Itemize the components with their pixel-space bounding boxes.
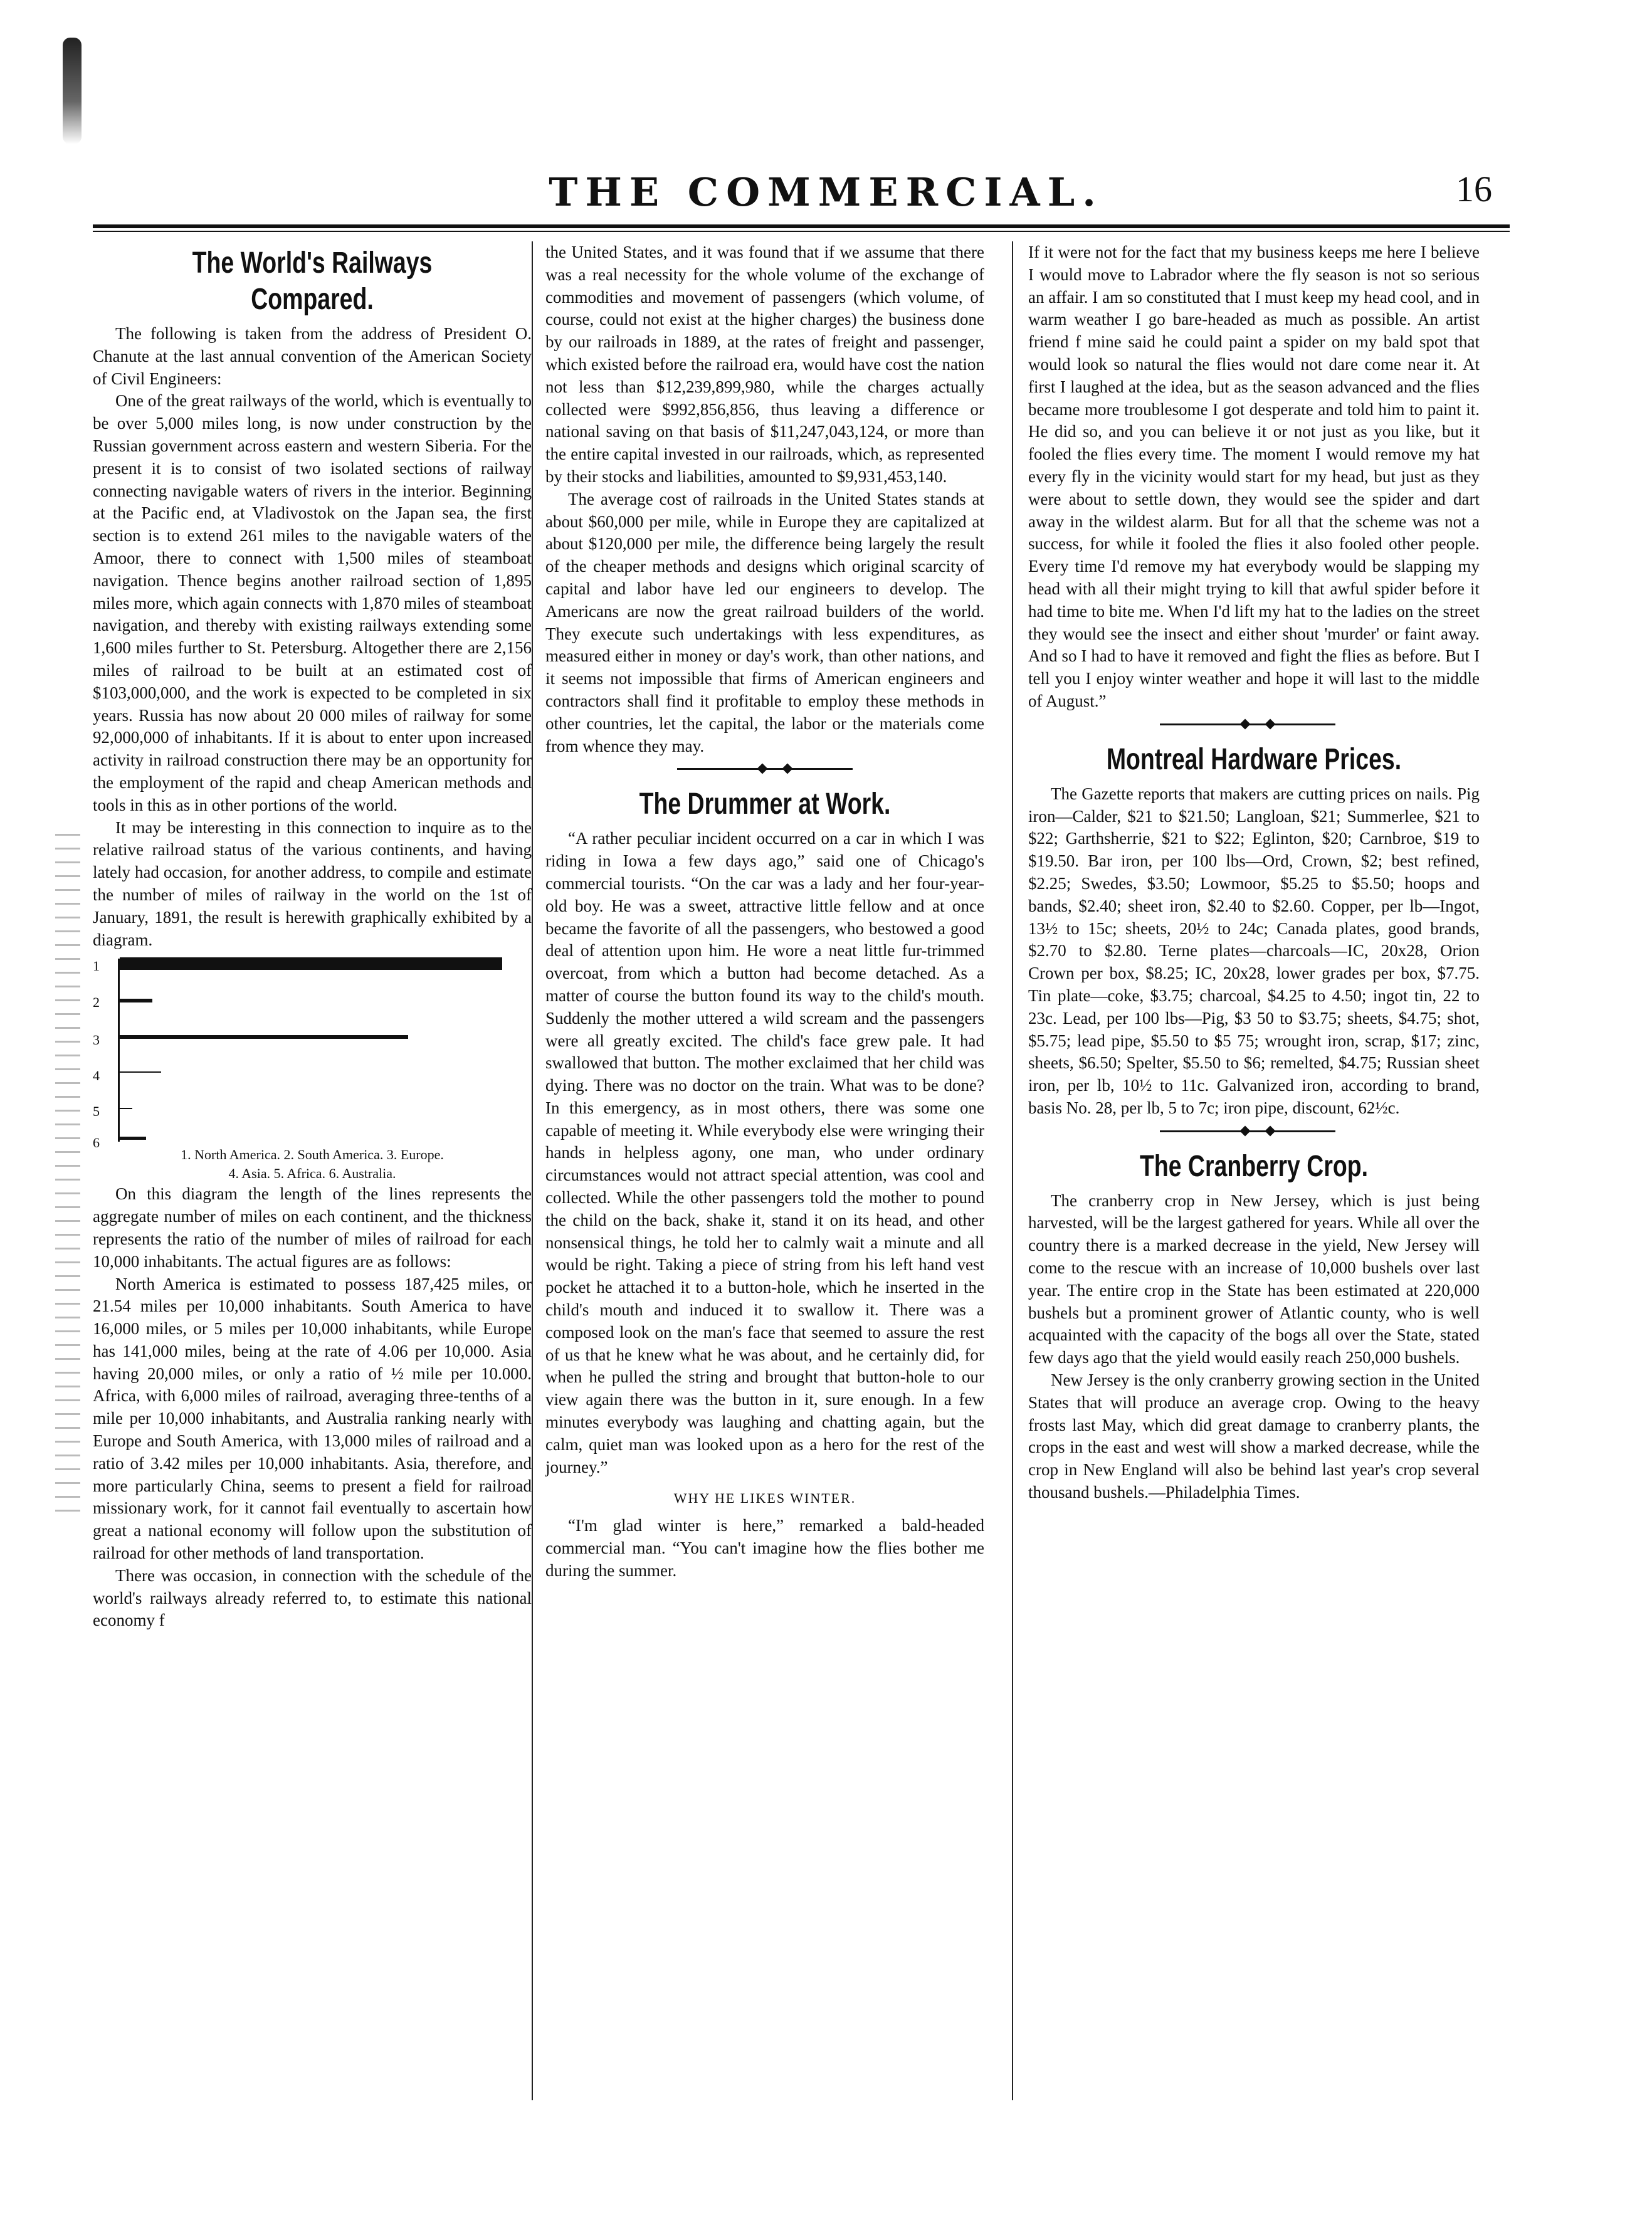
top-rule [93,224,1510,228]
column-1 [93,241,532,1632]
diagram-number: 4 [93,1068,100,1084]
article-heading-cranberry: The Cranberry Crop. [1139,1149,1369,1183]
diagram-legend-line-2: 4. Asia. 5. Africa. 6. Australia. [228,1165,396,1182]
paragraph: It may be interesting in this connection to inquire as to the relative railroad status of the various continents, and having lately had occasion, for another address, to compile and estimate the number of miles of railway in the world on the 1st of January, 1891, the result is herewith graphically exhibited by a diagram. [93,818,532,949]
page-number: 16 [1456,169,1492,209]
column-2 [545,241,984,1582]
paragraph: There was occasion, in connection with the schedule of the world's railways already referred to, to estimate this national economy f [93,1565,532,1630]
masthead: THE COMMERCIAL. [549,169,1103,215]
diagram-number: 6 [93,1135,100,1151]
ink-smudge [63,38,82,144]
diagram-axis [118,959,120,1142]
bar-north-america [120,957,502,970]
bar-europe [120,1035,408,1039]
paragraph: New Jersey is the only cranberry growing section in the United States that will produce an average crop. Owing to the heavy frosts last May, which did great damage to cranberry plants, the crops in the east and west will show a marked decrease, while the crop in New England will also be behind last year's crop several thousand bushels.—Philadelphia Times. [1028,1371,1480,1502]
column-3 [1028,241,1480,1504]
paragraph: “A rather peculiar incident occurred on a car in which I was riding in Iowa a few days ago,” said one of Chicago's commercial tourists. “On the car was a lady and her four-year-old boy. He was a sweet, attractive little fellow and at once became the favorite of all the passengers, who bestowed a good deal of attention upon him. He wore a neat little fur-trimmed overcoat, from which a button had become detached. As a matter of course the button found its way to the child's mouth. Suddenly the mother uttered a wild scream and the passengers were all greatly excited. The child's face grew pale. It had swallowed that button. The mother exclaimed that her child was dying. There was no doctor on the train. What was to be done? In this emergency, as in most others, there was some one capable of meeting it. While everybody else were wringing their hands in helpless agony, one man, who under ordinary circumstances would not attract special attention, was cool and collected. While the other passengers told the mother to pound the child on the back, shake it, stand it on its head, and other nonsensical things, he told her to calmly wait a minute and all would be right. Taking a piece of string from his left hand vest pocket he attached it to a button-hole, which he inserted in the child's mouth and induced it to swallow it. There was a composed look on the man's face that seemed to assure the rest of us that he knew what he was about, and he certainly did, for when he pulled the string and brought that button-hole to our view again there was the button in it, sure enough. In a few minutes everybody was laughing and chatting again, but the calm, quiet man was looked upon as a hero for the rest of the journey.” [545,829,984,1476]
paragraph: One of the great railways of the world, which is eventually to be over 5,000 miles long, is now under construction by the Russian government across eastern and western Siberia. For the present it is to consist of two isolated sections of railway connecting navigable waters of rivers in the interior. Beginning at the Pacific end, at Vladivostok on the Japan sea, the first section is to extend 261 miles to the navigable waters of the Amoor, there to connect with 1,500 miles of steamboat navigation. Thence begins another railroad section of 1,895 miles more, which again connects with 1,870 miles of steamboat navigation, and thereby with existing railways extending some 1,600 miles further to St. Petersburg. Altogether there are 2,156 miles of railroad to be built at an estimated cost of $103,000,000, and the work is expected to be completed in six years. Russia has now about 20 000 miles of railway for some 92,000,000 of inhabitants. If it is about to enter upon increased activity in railroad construction there may be an opportunity for the employment of the rapid and cheap American methods and tools in this as in other portions of the world. [93,391,532,814]
paragraph: The cranberry crop in New Jersey, which is just being harvested, will be the largest gathered for years. While all over the country there is a marked decrease in the yield, New Jersey will come to the rescue with an increase of 10,000 bushels over last year. The entire crop in the State has been estimated at 220,000 bushels but a prominent grower of Atlantic county, who is well acquainted with the capacity of the bogs all over the State, stated few days ago that the yield would easily reach 250,000 bushels. [1028,1191,1480,1367]
diagram-number: 2 [93,994,100,1011]
article-heading-hardware: Montreal Hardware Prices. [1106,742,1402,776]
section-divider [1028,1125,1480,1137]
paragraph-hardware-prices: The Gazette reports that makers are cutting prices on nails. Pig iron—Calder, $21 to $21.50; Langloan, $21; Summerlee, $21 to $22; Garthsherrie, $21 to $22; Eglinton, $20; Carnbroe, $19 to $19.50. Bar iron, per 100 lbs—Ord, Crown, $2; best refined, $2.25; Swedes, $3.50; Lowmoor, $5.25 to $5.50; hoops and bands, $2.40; sheet iron, $2.40 to $2.60. Copper, per lb—Ingot, 13½ to 15c; sheets, 20½ to 24c; Canada plates, good brands, $2.70 to $2.80. Terne plates—charcoals—IC, 20x28, Orion Crown per box, $8.25; IC, 20x28, lower grades per box, $7.75. Tin plate—coke, $3.75; charcoal, $4.25 to 4.50; ingot tin, 22 to 23c. Lead, per 100 lbs—Pig, $3 50 to $3.75; sheets, $4.75; shot, $5.75; lead pipe, $5.50 to $5 75; wrought iron, scrap, $17; zinc, sheets, $6.50; Spelter, $5.50 to $6; remelted, $4.75; Russian sheet iron, per lb, 10½ to 11c. Galvanized iron, according to brand, basis No. 28, per lb, 5 to 7c; iron pipe, discount, 62½c. [1028,784,1480,1117]
paragraph: On this diagram the length of the lines represents the aggregate number of miles on each continent, and the thickness represents the ratio of the number of miles of railroad for each 10,000 inhabitants. The actual figures are as follows: [93,1184,532,1271]
paragraph: North America is estimated to possess 187,425 miles, or 21.54 miles per 10,000 inhabitants. South America to have 16,000 miles, or 5 miles per 10,000 inhabitants, while Europe has 141,000 miles, being at the rate of 4.06 per 10,000. Asia having 20,000 miles, or only a ratio of ½ mile per 10.000. Africa, with 6,000 miles of railroad, averaging three-tenths of a mile per 10,000 inhabitants, and Australia ranking nearly with Europe and South America, with 13,000 miles of railroad and a ratio of 3.42 miles per 10,000 inhabitants. Asia, therefore, and more particularly China, seems to present a field for railroad missionary work, for it cannot fail eventually to ascertain how great a national economy will follow upon the substitution of railroad for other methods of land transportation. [93,1274,532,1563]
paragraph: The following is taken from the address of President O. Chanute at the last annual convention of the American Society of Civil Engineers: [93,324,532,388]
paragraph: the United States, and it was found that if we assume that there was a real necessity for the whole volume of the exchange of commodities and movement of passengers (which volume, of course, could not exist at the higher charges) the business done by our railroads in 1889, at the rates of freight and passenger, which existed before the railroad era, would have cost the nation not less than $12,239,899,980, while the charges actually collected were $992,856,856, thus leaving a difference or national saving on that basis of $11,247,043,124, or more than the entire capital invested in our railroads, which, as represented by their stocks and liabilities, amounted to $9,931,453,140. [545,243,984,486]
paragraph: The average cost of railroads in the United States stands at about $60,000 per mile, while in Europe they are capitalized at about $120,000 per mile, the difference being largely the result of the cheaper methods and designs which original scarcity of capital and labor have led our engineers to develop. The Americans are now the great railroad builders of the world. They execute such undertakings with less expenditures, as measured either in money or day's work, than other nations, and it seems not impossible that firms of American engineers and contractors shall find it profitable to employ these methods in other countries, let the capital, the labor or the materials come from whence they may. [545,489,984,755]
top-rule-thin [93,231,1510,232]
subheading-winter: WHY HE LIKES WINTER. [673,1490,856,1507]
diagram-number: 1 [93,958,100,974]
article-heading-railways: The World's Railways Compared. [192,246,433,316]
margin-marks [55,834,80,1523]
section-divider [545,762,984,775]
column-rule-2 [1012,241,1013,2100]
diagram-number: 3 [93,1032,100,1048]
diagram-number: 5 [93,1103,100,1120]
paragraph: “I'm glad winter is here,” remarked a bald-headed commercial man. “You can't imagine how the flies bother me during the summer. [545,1516,984,1580]
column-rule-1 [532,241,533,2100]
bar-africa [120,1108,132,1109]
bar-asia [120,1071,161,1073]
section-divider [1028,718,1480,730]
railway-diagram [93,955,532,1151]
paragraph: If it were not for the fact that my business keeps me here I believe I would move to Labrador where the fly season is not so serious an affair. I am so constituted that I must keep my head cool, and in warm weather I go bare-headed as much as possible. An artist friend f mine said he could paint a spider on my bald spot that would look so natural the flies would not dare come near it. At first I laughed at the idea, but as the season advanced and the flies became more troublesome I got desperate and told him to paint it. He did so, and you can believe it or not just as you like, but it fooled the flies every time. The moment I would remove my hat every fly in the vicinity would start for my head, but just as they were about to settle down, they would see the spider and dart away in the wildest alarm. But for all that the scheme was not a success, for while it fooled the flies it also fooled other people. Every time I'd remove my hat everybody would be slapping my head with all their might trying to kill that awful spider before it had time to bite me. When I'd lift my hat to the ladies on the street they would see the insect and either shout 'murder' or faint away. And so I had to have it removed and fight the flies as before. But I tell you I enjoy winter weather and hope it will last to the middle of August.” [1028,243,1480,710]
bar-australia [120,1137,146,1140]
bar-south-america [120,999,152,1002]
article-heading-drummer: The Drummer at Work. [639,787,891,821]
diagram-legend-line-1: 1. North America. 2. South America. 3. Europe. [181,1147,444,1163]
